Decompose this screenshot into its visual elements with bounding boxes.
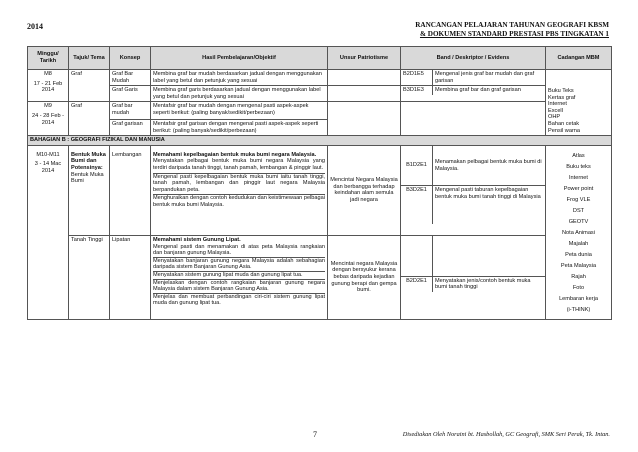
header-title-line2: & DOKUMEN STANDARD PRESTASI PBS TINGKATAN 1 [419, 30, 609, 38]
patriot-cell [328, 86, 401, 102]
band-desc: Mengenal jenis graf bar mudah dan graf garisan [435, 71, 535, 84]
col-header-hasil: Hasil Pembelajaran/Objektif [151, 47, 328, 70]
table-row [28, 86, 612, 102]
hasil-title: Memahami kepelbagaian bentuk muka bumi negara Malaysia. [153, 151, 317, 158]
col-header-band: Band / Deskriptor / Evidens [401, 47, 546, 70]
tema-cell [69, 145, 110, 235]
col-header-konsep: Konsep [110, 47, 151, 70]
resource-item: Peta Malaysia [560, 262, 597, 269]
resource-item: Majalah [568, 240, 589, 247]
header-title-line1: RANCANGAN PELAJARAN TAHUNAN GEOGRAFI KBSM [415, 21, 609, 29]
table-row [28, 145, 612, 235]
week-cell [28, 70, 69, 102]
konsep-cell: Lipatan [110, 236, 151, 319]
hasil-cell: Mentafsir graf garisan dengan mengenal pasti aspek-aspek seperti berikut: (paling banyak/sedikit/perbezaan) [151, 119, 328, 135]
patriot-cell: Mencintai negara Malaysia dengan bersyukur kerana bebas daripada kejadian gunung berapi dan gempa bumi. [328, 236, 401, 319]
tema-cell: Tanah Tinggi [69, 236, 110, 319]
patriot-cell: Mencintai Negara Malaysia dan berbangga terhadap keindahan alam semula jadi negara [328, 145, 401, 235]
band-desc: Mengenal pasti taburan kepelbagaian bentuk muka bumi tanah tinggi di Malaysia [435, 187, 541, 200]
band-cell [401, 86, 546, 102]
hasil-item: Mengenal pasti dan menamakan di atas peta Malaysia rangkaian dan banjaran gunung Malaysia. [153, 243, 325, 257]
page-number: 7 [313, 430, 317, 439]
konsep-cell: Graf garisan [110, 119, 151, 135]
hasil-item: Menjelaskan dengan contoh rangkaian banjaran gunung negara Malaysia dalam sistem Banjaran Gunung Asia. [153, 279, 325, 293]
header-title [415, 21, 609, 39]
week-label: M9 [44, 103, 52, 110]
resource-item: Excell [548, 107, 563, 114]
date-label: 3 - 14 Mac 2014 [34, 161, 62, 174]
konsep-cell: Graf Bar Mudah [110, 70, 151, 86]
date-label: 17 - 21 Feb 2014 [33, 80, 63, 94]
tema-cell: Graf [69, 102, 110, 136]
tema-cell: Graf [69, 70, 110, 102]
konsep-cell: Graf Garis [110, 86, 151, 102]
patriot-cell [328, 102, 401, 136]
hasil-item: Mengenal pasti kepelbagaian bentuk muka bumi iaitu tanah tinggi, tanah pamah, lembangan dan pinggir laut negara Malaysia berpandukan peta. [153, 174, 325, 196]
resource-item: Internet [569, 174, 588, 181]
tema-title: Bentuk Muka Bumi dan Potensinya: [71, 151, 106, 171]
hasil-item: Menyatakan banjaran gunung negara Malaysia adalah sebahagian daripada sistem Banjaran Gunung Asia. [153, 257, 325, 271]
resource-item: Internet [548, 101, 567, 108]
resource-item: Nota Animasi [562, 229, 595, 236]
hasil-item: Menyatakan pelbagai bentuk muka bumi negara Malaysia yang terdiri daripada tanah tinggi, tanah pamah, lembangan & pinggir laut. [153, 158, 325, 173]
resource-item: OHP [548, 114, 561, 121]
col-header-tema: Tajuk/ Tema [69, 47, 110, 70]
lesson-plan-table [27, 46, 612, 320]
band-cell [401, 102, 546, 136]
resource-item: Lembaran kerja [559, 295, 598, 302]
week-label: M10-M11 [36, 151, 60, 158]
resource-item: DST [572, 207, 585, 214]
hasil-cell: Membina graf bar mudah berdasarkan jadual dengan menggunakan label yang betul dan petunjuk yang sesuai [151, 70, 328, 86]
section-row [28, 136, 612, 146]
mbm-cell [546, 145, 612, 319]
resource-item: (i-THINK) [566, 306, 591, 313]
resource-item: Atlas [572, 152, 585, 159]
hasil-cell: Mentafsir graf bar mudah dengan mengenal pasti aspek-aspek seperti berikut: (paling banyak/sedikit/perbezaan) [151, 102, 328, 120]
section-title: BAHAGIAN B : GEOGRAFI FIZIKAL DAN MANUSIA [28, 136, 612, 146]
mbm-cell [546, 70, 612, 136]
band-code: B2D1E5 [401, 70, 433, 85]
date-label: 24 - 28 Feb - 2014 [31, 112, 65, 126]
patriot-cell [328, 70, 401, 86]
hasil-cell [151, 236, 328, 319]
week-cell [28, 145, 69, 319]
resource-item: Frog VLE [566, 196, 591, 203]
resource-item: Buku Teks [548, 88, 574, 94]
band-code: B2D2E1 [401, 276, 433, 292]
band-desc: Membina graf bar dan graf garisan [435, 87, 521, 94]
header-year: 2014 [27, 22, 43, 31]
resource-item: Power point [563, 185, 594, 192]
resource-item: Bahan cetak [548, 120, 580, 127]
hasil-title: Memahami sistem Gunung Lipat. [153, 237, 241, 244]
resource-item: Pensil warna [548, 127, 581, 134]
footer-credit: Disediakan Oleh Noraini bt. Hasbollah, GC Geografi, SMK Seri Perak, Tk. Intan. [402, 431, 610, 438]
band-desc: Menyatakan jenis/contoh bentuk muka bumi tanah tinggi [433, 276, 546, 292]
table-row [28, 70, 612, 86]
col-header-minggu: Minggu/ Tarikh [28, 47, 69, 70]
hasil-cell: Membina graf garis berdasarkan jadual dengan menggunakan label yang betul dan petunjuk yang sesuai [151, 86, 328, 102]
resource-item: Kertas graf [548, 94, 576, 101]
resource-item: GEOTV [568, 218, 589, 225]
band-code: B3D2E1 [401, 186, 433, 224]
col-header-patriotisme: Unsur Patriotisme [328, 47, 401, 70]
band-cell [401, 145, 546, 235]
table-row [28, 236, 612, 319]
tema-subtitle: Bentuk Muka Bumi [71, 171, 104, 185]
resource-item: Foto [572, 284, 585, 291]
col-header-mbm: Cadangan MBM [546, 47, 612, 70]
hasil-item: Menyatakan sistem gunung lipat muda dan gunung lipat tua. [153, 272, 325, 280]
resource-item: Buku teks [566, 163, 591, 170]
band-code: B1D2E1 [401, 146, 433, 186]
table-row [28, 102, 612, 120]
resource-item: Rajah [571, 273, 586, 280]
konsep-cell: Graf bar mudah [110, 102, 151, 120]
band-cell [401, 70, 546, 86]
week-label: M8 [44, 71, 52, 77]
week-cell [28, 102, 69, 136]
band-desc: Menamakan pelbagai bentuk muka bumi di Malaysia. [433, 146, 546, 186]
header-row [28, 47, 612, 70]
band-cell [401, 236, 546, 319]
hasil-cell [151, 145, 328, 235]
konsep-cell: Lembangan [110, 145, 151, 235]
band-code: B3D1E3 [401, 86, 433, 95]
resource-item: Peta dunia [565, 251, 592, 258]
hasil-item: Menghuraikan dengan contoh kedudukan dan keistimewaan pelbagai bentuk muka bumi Malaysia. [153, 195, 325, 208]
hasil-item: Menjelas dan membuat perbandingan ciri-ciri sistem gunung lipat muda dan gunung lipat tua. [153, 293, 325, 307]
